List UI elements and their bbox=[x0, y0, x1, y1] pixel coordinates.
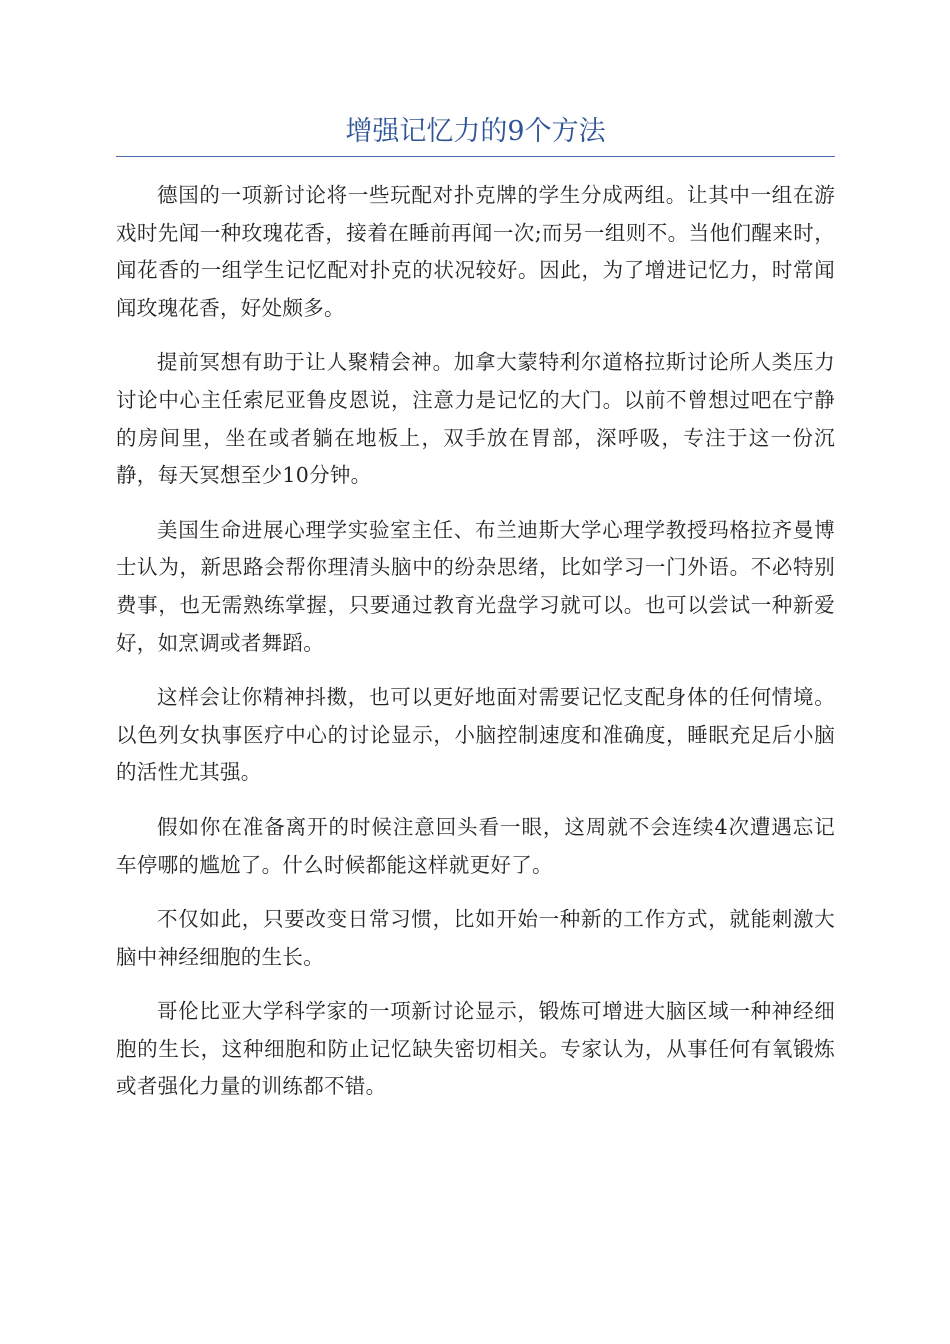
title-block bbox=[116, 112, 835, 157]
document-body bbox=[116, 177, 835, 1123]
paragraph-2: 提前冥想有助于让人聚精会神。加拿大蒙特利尔道格拉斯讨论所人类压力讨论中心主任索尼亚鲁皮恩说，注意力是记忆的大门。以前不曾想过吧在宁静的房间里，坐在或者躺在地板上，双手放在胃部，深呼吸，专注于这一份沉静，每天冥想至少10分钟。 bbox=[116, 350, 835, 488]
paragraph-1: 德国的一项新讨论将一些玩配对扑克牌的学生分成两组。让其中一组在游戏时先闻一种玫瑰花香，接着在睡前再闻一次;而另一组则不。当他们醒来时，闻花香的一组学生记忆配对扑克的状况较好。因此，为了增进记忆力，时常闻闻玫瑰花香，好处颇多。 bbox=[116, 183, 835, 320]
paragraph-4: 这样会让你精神抖擞，也可以更好地面对需要记忆支配身体的任何情境。以色列女执事医疗中心的讨论显示，小脑控制速度和准确度，睡眠充足后小脑的活性尤其强。 bbox=[116, 685, 835, 785]
paragraph-3: 美国生命进展心理学实验室主任、布兰迪斯大学心理学教授玛格拉齐曼博士认为，新思路会帮你理清头脑中的纷杂思绪，比如学习一门外语。不必特别费事，也无需熟练掌握，只要通过教育光盘学习就可以。也可以尝试一种新爱好，如烹调或者舞蹈。 bbox=[116, 517, 835, 655]
page-title: 增强记忆力的9个方法 bbox=[345, 116, 606, 147]
paragraph-5: 假如你在准备离开的时候注意回头看一眼，这周就不会连续4次遭遇忘记车停哪的尴尬了。什么时候都能这样就更好了。 bbox=[116, 814, 835, 877]
paragraph-6: 不仅如此，只要改变日常习惯，比如开始一种新的工作方式，就能刺激大脑中神经细胞的生长。 bbox=[116, 907, 835, 969]
paragraph-7: 哥伦比亚大学科学家的一项新讨论显示，锻炼可增进大脑区域一种神经细胞的生长，这种细胞和防止记忆缺失密切相关。专家认为，从事任何有氧锻炼或者强化力量的训练都不错。 bbox=[116, 999, 835, 1099]
